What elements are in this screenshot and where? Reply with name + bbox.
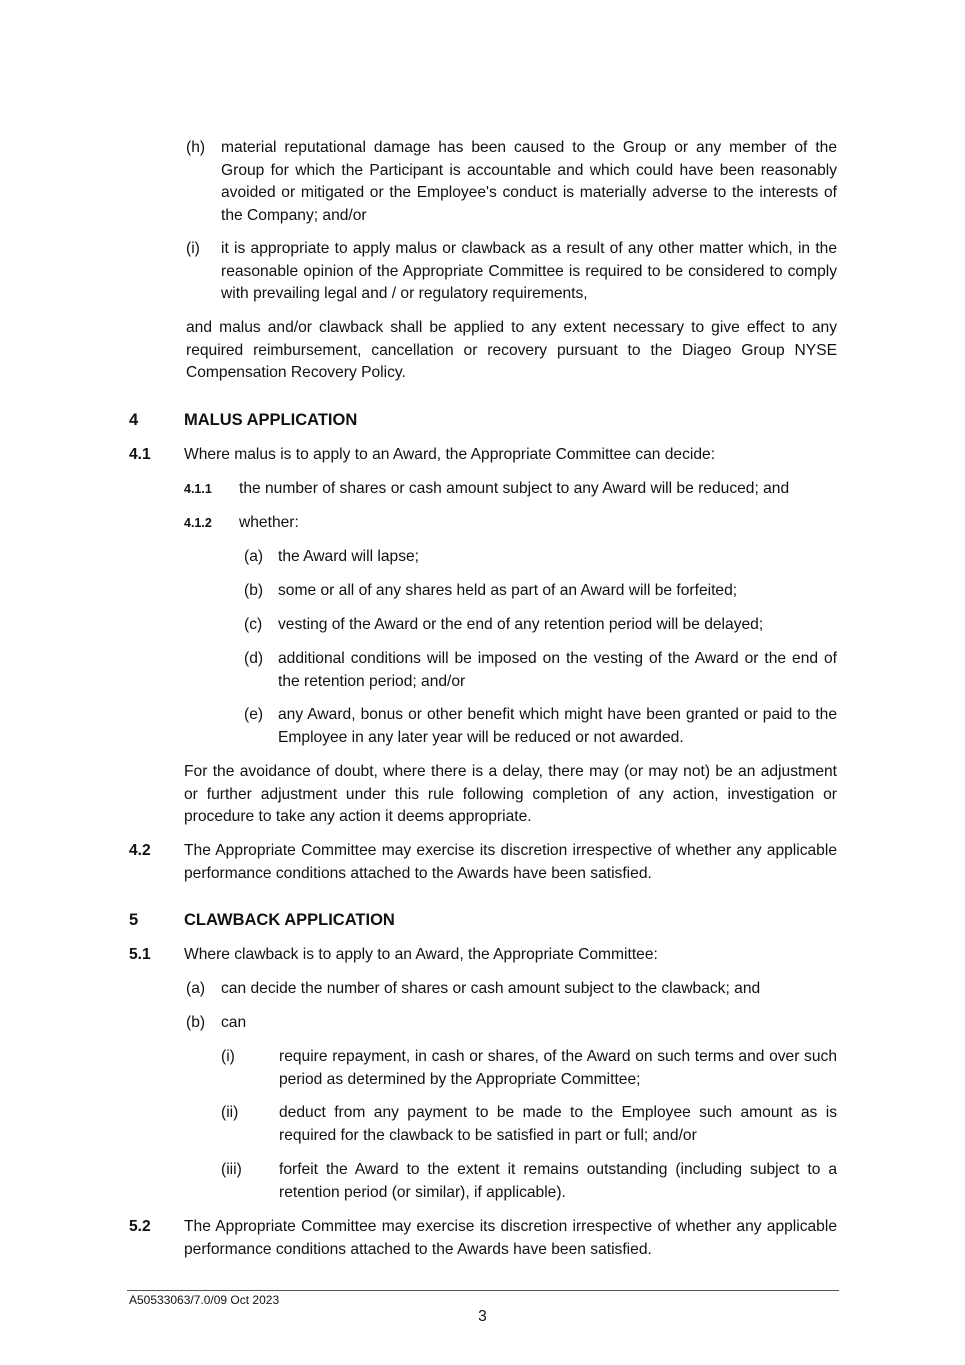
document-reference: A50533063/7.0/09 Oct 2023 (129, 1293, 280, 1307)
clause-3-closing-paragraph: and malus and/or clawback shall be applied to any extent necessary to give effect to any required reimbursement, cancellation or recovery pursuant to the Diageo Group NYSE Compensation Recovery Policy. (186, 319, 837, 381)
page-number: 3 (478, 1308, 487, 1325)
clause-5-2-number: 5.2 (129, 1218, 151, 1235)
clause-4-2-number: 4.2 (129, 842, 151, 859)
item-label-4-a: (a) (244, 548, 264, 565)
item-text-4-a: the Award will lapse; (278, 548, 419, 565)
item-text-5-b: can (221, 1014, 247, 1031)
section-4-heading: MALUS APPLICATION (184, 411, 358, 429)
item-text-4-b: some or all of any shares held as part of an Award will be forfeited; (278, 582, 738, 599)
item-text-5-a: can decide the number of shares or cash amount subject to the clawback; and (221, 980, 761, 997)
item-text-5-b-i: require repayment, in cash or shares, of the Award on such terms and over such period as determined by the Appropriate Committee; (279, 1048, 837, 1088)
item-text-4-d: additional conditions will be imposed on the vesting of the Award or the end of the retention period; and/or (278, 650, 837, 690)
clause-4-1-2-text: whether: (239, 514, 299, 531)
clause-4-1-2-number: 4.1.2 (184, 516, 212, 530)
item-label-5-a: (a) (186, 980, 206, 997)
clause-4-1-1-number: 4.1.1 (184, 482, 212, 496)
item-label-5-b: (b) (186, 1014, 206, 1031)
section-4-number: 4 (129, 411, 139, 429)
item-text-5-b-iii: forfeit the Award to the extent it remains outstanding (including subject to a retention period (or similar), if applicable). (279, 1161, 837, 1201)
item-label-4-d: (d) (244, 650, 264, 667)
item-label-5-b-iii: (iii) (221, 1161, 242, 1178)
clause-4-1-note: For the avoidance of doubt, where there is a delay, there may (or may not) be an adjustment or further adjustment under this rule following completion of any action, investigation or procedure to take any action it deems appropriate. (184, 763, 837, 825)
item-text-4-e: any Award, bonus or other benefit which might have been granted or paid to the Employee in any later year will be reduced or not awarded. (278, 706, 837, 746)
item-label-5-b-ii: (ii) (221, 1104, 239, 1121)
clause-4-1-1-text: the number of shares or cash amount subject to any Award will be reduced; and (239, 480, 790, 497)
item-label-4-c: (c) (244, 616, 263, 633)
item-text-i: it is appropriate to apply malus or clawback as a result of any other matter which, in the reasonable opinion of the Appropriate Committee is required to be considered to comply with prevailing legal and / or regulatory requirements, (221, 240, 837, 302)
section-5-heading: CLAWBACK APPLICATION (184, 911, 395, 929)
item-text-h: material reputational damage has been caused to the Group or any member of the Group for which the Participant is accountable and which could have been reasonably avoided or mitigated or the Employee's conduct is materially adverse to the interests of the Company; and/or (221, 139, 837, 224)
clause-4-1-text: Where malus is to apply to an Award, the Appropriate Committee can decide: (184, 446, 716, 463)
clause-4-1-number: 4.1 (129, 446, 151, 463)
item-text-5-b-ii: deduct from any payment to be made to the Employee such amount as is required for the clawback to be satisfied in part or full; and/or (279, 1104, 837, 1144)
item-label-4-e: (e) (244, 706, 264, 723)
item-label-h: (h) (186, 139, 206, 156)
clause-5-1-text: Where clawback is to apply to an Award, the Appropriate Committee: (184, 946, 658, 963)
item-label-5-b-i: (i) (221, 1048, 235, 1065)
clause-4-2-text: The Appropriate Committee may exercise its discretion irrespective of whether any applicable performance conditions attached to the Awards have been satisfied. (184, 842, 837, 882)
footer-divider (127, 1290, 839, 1291)
item-label-4-b: (b) (244, 582, 264, 599)
section-5-number: 5 (129, 911, 139, 929)
clause-5-2-text: The Appropriate Committee may exercise its discretion irrespective of whether any applicable performance conditions attached to the Awards have been satisfied. (184, 1218, 837, 1258)
item-text-4-c: vesting of the Award or the end of any retention period will be delayed; (278, 616, 764, 633)
item-label-i: (i) (186, 240, 200, 257)
clause-5-1-number: 5.1 (129, 946, 151, 963)
